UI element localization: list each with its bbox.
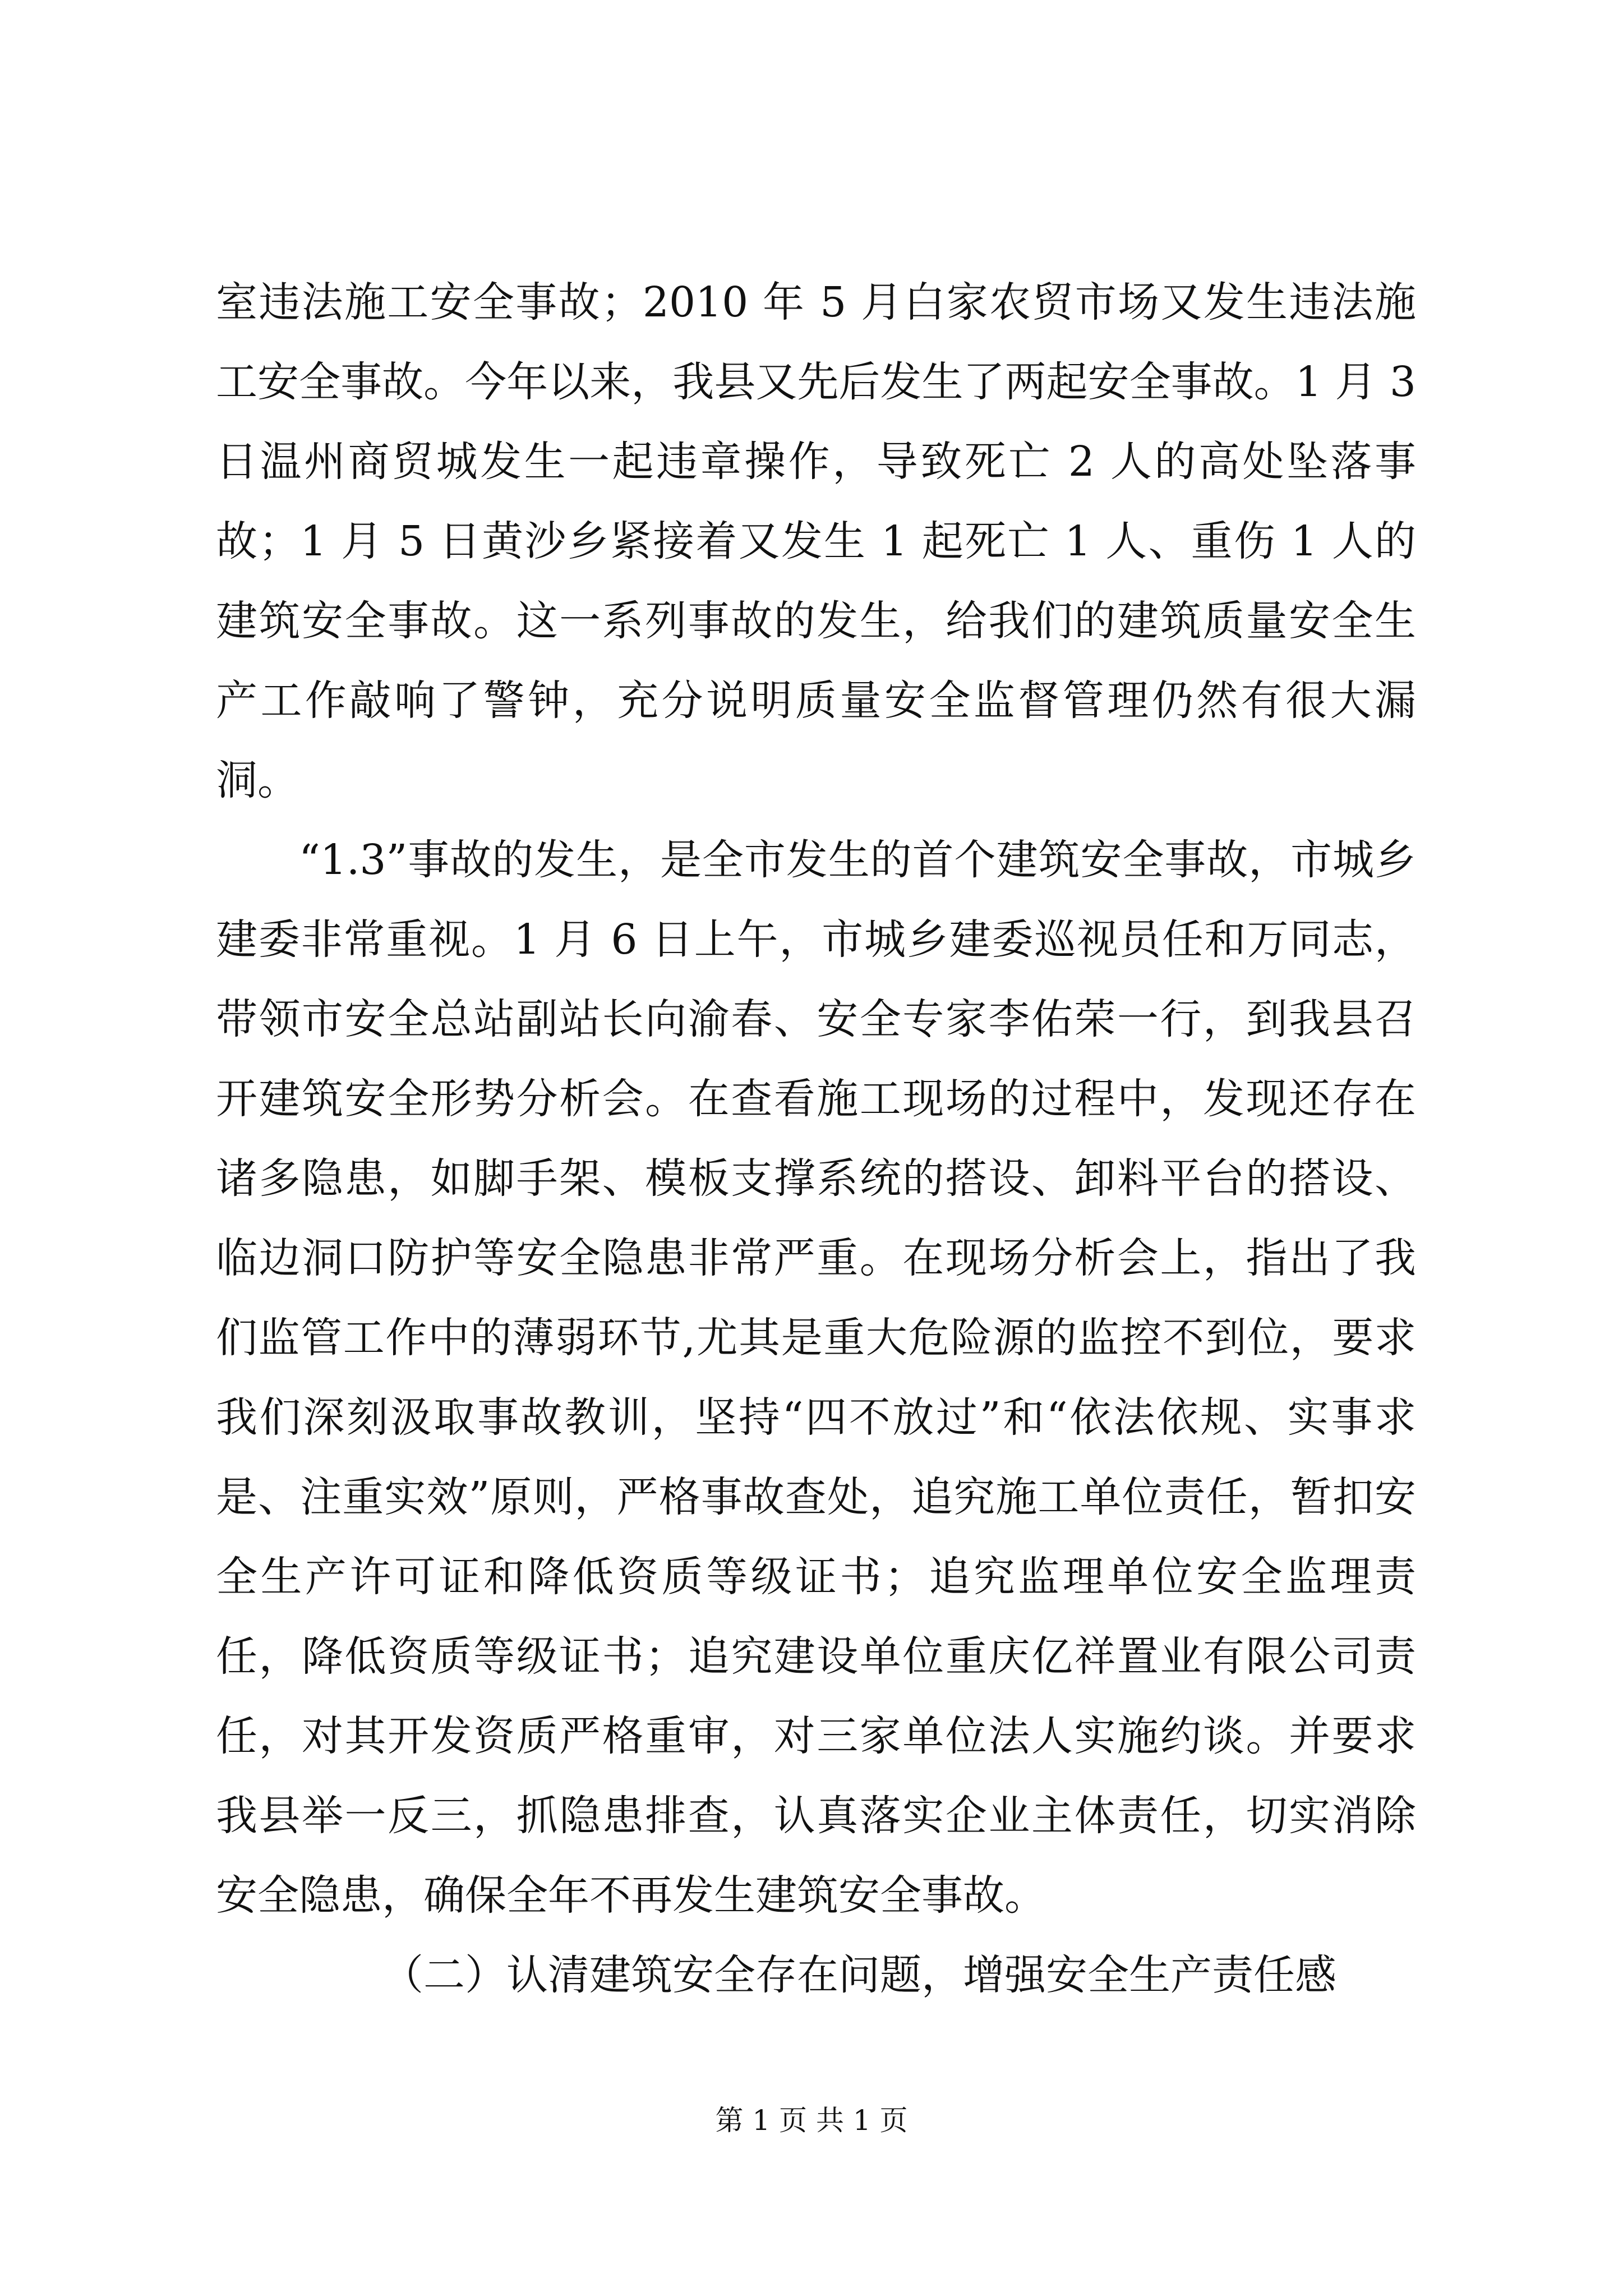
paragraph-accident-analysis: “1.3”事故的发生，是全市发生的首个建筑安全事故，市城乡建委非常重视。1 月 6 日上午，市城乡建委巡视员任和万同志，带领市安全总站副站长向渝春、安全专家李佑荣一行，到我县召开建筑安全形势分析会。在查看施工现场的过程中，发现还存在诸多隐患，如脚手架、模板支撑系统的搭设、卸料平台的搭设、临边洞口防护等安全隐患非常严重。在现场分析会上，指出了我们监管工作中的薄弱环节,尤其是重大危险源的监控不到位，要求我们深刻汲取事故教训，坚持“四不放过”和“依法依规、实事求是、注重实效”原则，严格事故查处，追究施工单位责任，暂扣安全生产许可证和降低资质等级证书；追究监理单位安全监理责任，降低资质等级证书；追究建设单位重庆亿祥置业有限公司责任，对其开发资质严格重审，对三家单位法人实施约谈。并要求我县举一反三，抓隐患排查，认真落实企业主体责任，切实消除安全隐患，确保全年不再发生建筑安全事故。 [216,836,1416,1920]
page-footer: 第 1 页 共 1 页 [715,2104,908,2137]
document-body [216,263,1416,2015]
paragraph-continued: 室违法施工安全事故；2010 年 5 月白家农贸市场又发生违法施工安全事故。今年以来，我县又先后发生了两起安全事故。1 月 3 日温州商贸城发生一起违章操作，导致死亡 2 人的高处坠落事故；1 月 5 日黄沙乡紧接着又发生 1 起死亡 1 人、重伤 1 人的建筑安全事故。这一系列事故的发生，给我们的建筑质量安全生产工作敲响了警钟，充分说明质量安全监督管理仍然有很大漏洞。 [216,278,1416,804]
section-heading: （二）认清建筑安全存在问题，增强安全生产责任感 [382,1951,1336,1999]
